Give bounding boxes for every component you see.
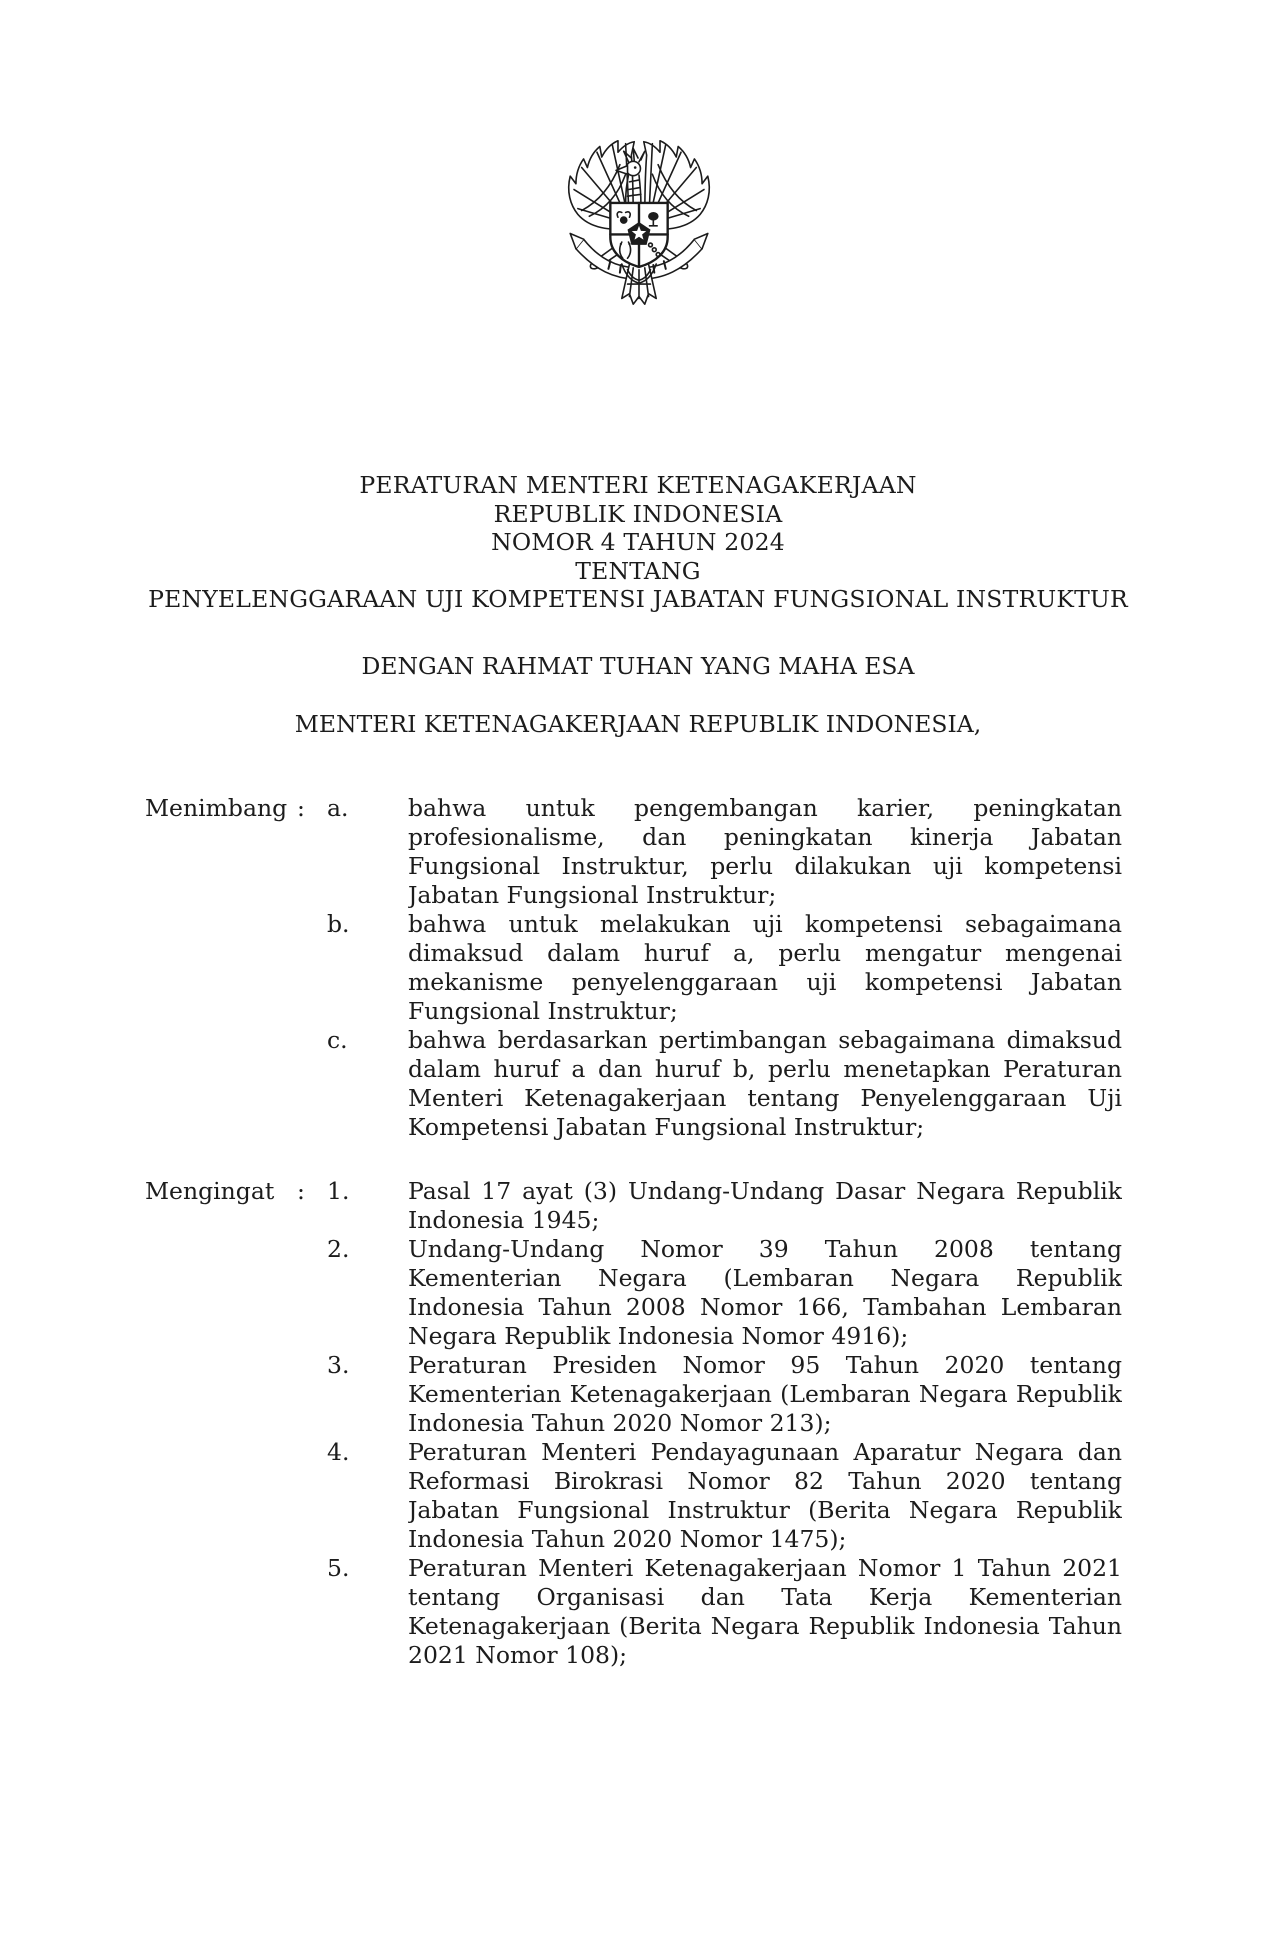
section-colon: : xyxy=(297,794,305,822)
item-text xyxy=(408,910,1122,1026)
item-line: Ketenagakerjaan (Berita Negara Republik Indonesia Tahun xyxy=(408,1612,1122,1640)
list-item xyxy=(327,1554,1122,1670)
garuda-pancasila-emblem xyxy=(553,136,725,308)
item-line: Jabatan Fungsional Instruktur (Berita Negara Republik xyxy=(408,1496,1122,1524)
item-line: Indonesia Tahun 2008 Nomor 166, Tambahan Lembaran xyxy=(408,1293,1122,1321)
section-label: Mengingat xyxy=(145,1177,275,1205)
item-line: Kementerian Ketenagakerjaan (Lembaran Negara Republik xyxy=(408,1380,1122,1408)
section-items xyxy=(327,794,1122,1142)
item-text xyxy=(408,1438,1122,1554)
pancasila-shield-icon xyxy=(610,203,667,267)
document-title-block xyxy=(0,471,1276,614)
item-marker: 2. xyxy=(327,1235,350,1263)
item-line: Indonesia Tahun 2020 Nomor 213); xyxy=(408,1409,832,1437)
item-line: bahwa untuk pengembangan karier, peningkatan xyxy=(408,794,1122,822)
item-line: Menteri Ketenagakerjaan tentang Penyelenggaraan Uji xyxy=(408,1084,1122,1112)
item-text xyxy=(408,1235,1122,1351)
list-item xyxy=(327,794,1122,910)
section-mengingat xyxy=(145,1177,1122,1670)
item-line: Peraturan Presiden Nomor 95 Tahun 2020 tentang xyxy=(408,1351,1122,1379)
item-marker: 1. xyxy=(327,1177,350,1205)
item-text xyxy=(408,794,1122,910)
list-item xyxy=(327,910,1122,1026)
item-line: bahwa berdasarkan pertimbangan sebagaimana dimaksud xyxy=(408,1026,1122,1054)
item-line: Negara Republik Indonesia Nomor 4916); xyxy=(408,1322,909,1350)
list-item xyxy=(327,1026,1122,1142)
item-line: Kementerian Negara (Lembaran Negara Republik xyxy=(408,1264,1122,1292)
list-item xyxy=(327,1438,1122,1554)
item-line: Peraturan Menteri Ketenagakerjaan Nomor 1 Tahun 2021 xyxy=(408,1554,1122,1582)
item-line: Jabatan Fungsional Instruktur; xyxy=(408,881,777,909)
list-item xyxy=(327,1351,1122,1438)
item-marker: 3. xyxy=(327,1351,350,1379)
motto-text: DENGAN RAHMAT TUHAN YANG MAHA ESA xyxy=(361,652,915,680)
title-line-regulation: PERATURAN MENTERI KETENAGAKERJAAN xyxy=(359,471,917,499)
item-line: Indonesia 1945; xyxy=(408,1206,600,1234)
item-text xyxy=(408,1351,1122,1438)
item-marker: a. xyxy=(327,794,349,822)
item-text xyxy=(408,1554,1122,1670)
item-marker: c. xyxy=(327,1026,348,1054)
section-menimbang xyxy=(145,794,1122,1142)
item-line: dimaksud dalam huruf a, perlu mengatur mengenai xyxy=(408,939,1122,967)
list-item xyxy=(327,1177,1122,1235)
item-line: bahwa untuk melakukan uji kompetensi sebagaimana xyxy=(408,910,1122,938)
item-line: Undang-Undang Nomor 39 Tahun 2008 tentang xyxy=(408,1235,1122,1263)
item-marker: 5. xyxy=(327,1554,350,1582)
title-line-number: NOMOR 4 TAHUN 2024 xyxy=(491,528,785,556)
item-line: Pasal 17 ayat (3) Undang-Undang Dasar Negara Republik xyxy=(408,1177,1122,1205)
section-colon: : xyxy=(297,1177,305,1205)
list-item xyxy=(327,1235,1122,1351)
item-line: Kompetensi Jabatan Fungsional Instruktur; xyxy=(408,1113,925,1141)
title-line-republic: REPUBLIK INDONESIA xyxy=(493,499,783,528)
section-label: Menimbang xyxy=(145,794,288,822)
item-line: Indonesia Tahun 2020 Nomor 1475); xyxy=(408,1525,847,1553)
section-items xyxy=(327,1177,1122,1670)
item-line: Peraturan Menteri Pendayagunaan Aparatur Negara dan xyxy=(408,1438,1122,1466)
title-line-subject: PENYELENGGARAAN UJI KOMPETENSI JABATAN FUNGSIONAL INSTRUKTUR xyxy=(148,585,1128,613)
item-marker: 4. xyxy=(327,1438,350,1466)
item-line: Fungsional Instruktur, perlu dilakukan uji kompetensi xyxy=(408,852,1122,880)
item-line: Reformasi Birokrasi Nomor 82 Tahun 2020 tentang xyxy=(408,1467,1122,1495)
item-text xyxy=(408,1177,1122,1235)
item-text xyxy=(408,1026,1122,1142)
item-line: Fungsional Instruktur; xyxy=(408,997,678,1025)
item-line: dalam huruf a dan huruf b, perlu menetapkan Peraturan xyxy=(408,1055,1122,1083)
item-line: 2021 Nomor 108); xyxy=(408,1641,628,1669)
title-line-tentang: TENTANG xyxy=(575,556,701,585)
item-line: mekanisme penyelenggaraan uji kompetensi Jabatan xyxy=(408,968,1122,996)
item-marker: b. xyxy=(327,910,350,938)
item-line: profesionalisme, dan peningkatan kinerja Jabatan xyxy=(408,823,1122,851)
item-line: tentang Organisasi dan Tata Kerja Kementerian xyxy=(408,1583,1122,1611)
authority-text: MENTERI KETENAGAKERJAAN REPUBLIK INDONESIA, xyxy=(294,710,982,738)
